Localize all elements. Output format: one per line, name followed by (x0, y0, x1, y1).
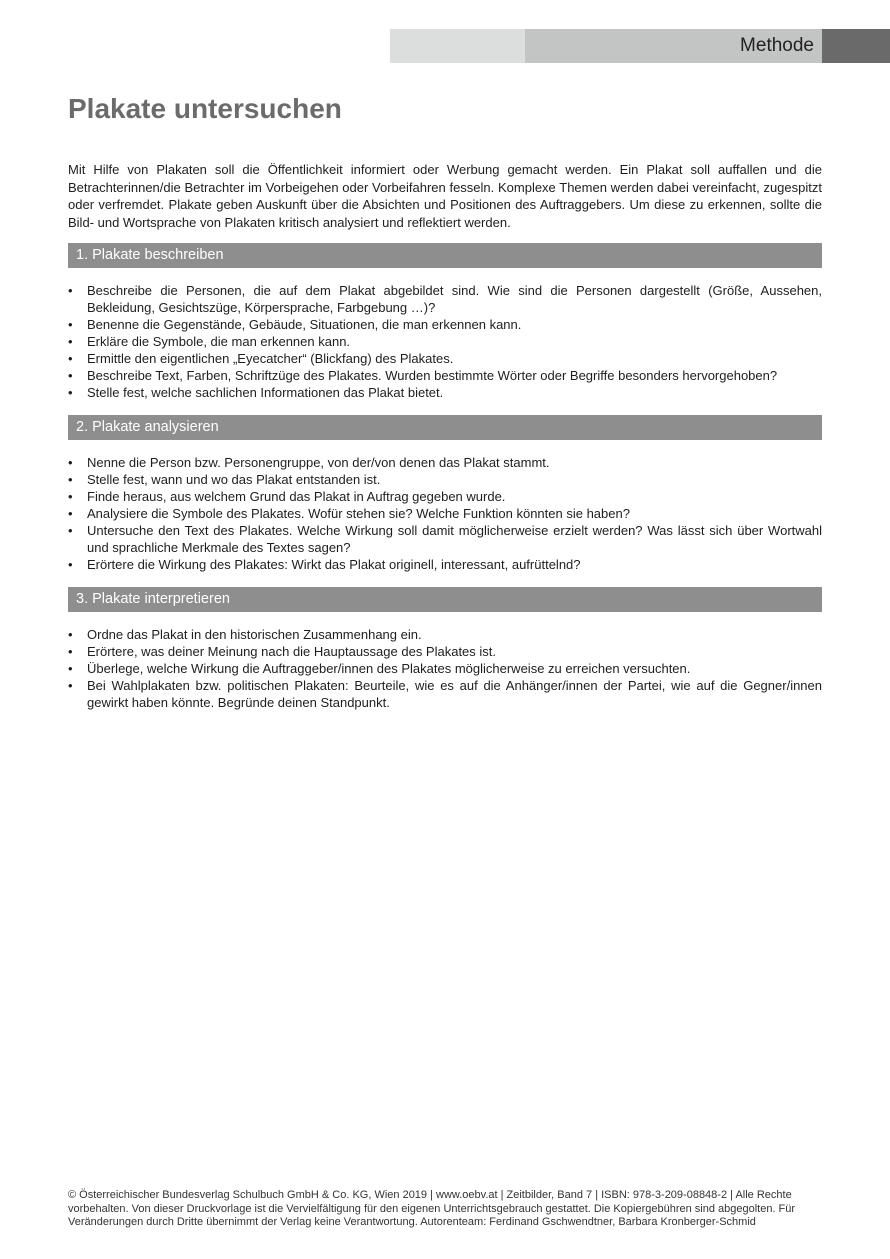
intro-paragraph: Mit Hilfe von Plakaten soll die Öffentlichkeit informiert oder Werbung gemacht werden. Ein Plakat soll auffallen und die Betrachterinnen/die Betrachter im Vorbeigehen oder Vorbeifahren fesseln. Komplexe Themen werden dabei vereinfacht, zugespitzt oder verfremdet. Plakate geben Auskunft über die Absichten und Positionen des Auftraggebers. Um diese zu erkennen, sollte die Bild- und Wortsprache von Plakaten kritisch analysiert und reflektiert werden. (68, 162, 822, 230)
list-item: • Untersuche den Text des Plakates. Welche Wirkung soll damit möglicherweise erzielt werden? Was lässt sich über Wortwahl und sprachliche Merkmale des Textes sagen? (68, 523, 822, 555)
list-item: • Benenne die Gegenstände, Gebäude, Situationen, die man erkennen kann. (68, 317, 522, 332)
list-item: • Erkläre die Symbole, die man erkennen kann. (68, 334, 351, 349)
page-title: Plakate untersuchen (68, 93, 342, 124)
header-band-dark (822, 29, 890, 63)
list-item: • Stelle fest, wann und wo das Plakat entstanden ist. (68, 472, 381, 487)
list-item: • Beschreibe Text, Farben, Schriftzüge des Plakates. Wurden bestimmte Wörter oder Begriffe besonders hervorgehoben? (68, 368, 778, 383)
section-heading-describe: 1. Plakate beschreiben (68, 243, 822, 268)
section-list-interpret (68, 626, 822, 711)
section-heading-analyze: 2. Plakate analysieren (68, 415, 822, 440)
list-item: • Nenne die Person bzw. Personengruppe, von der/von denen das Plakat stammt. (68, 455, 550, 470)
section-type-label: Methode (740, 35, 814, 56)
list-item: • Überlege, welche Wirkung die Auftraggeber/innen des Plakates möglicherweise zu erreichen versuchten. (68, 661, 691, 676)
section-list-describe (68, 282, 822, 401)
list-item: • Erörtere, was deiner Meinung nach die Hauptaussage des Plakates ist. (68, 644, 497, 659)
list-item: • Ermittle den eigentlichen „Eyecatcher“ (Blickfang) des Plakates. (68, 351, 454, 366)
list-item: • Bei Wahlplakaten bzw. politischen Plakaten: Beurteile, wie es auf die Anhänger/innen der Partei, wie auf die Gegner/innen gewirkt haben könnte. Begründe deinen Standpunkt. (68, 678, 822, 710)
section-heading-interpret: 3. Plakate interpretieren (68, 587, 822, 612)
list-item: • Ordne das Plakat in den historischen Zusammenhang ein. (68, 627, 422, 642)
section-list-analyze (68, 454, 822, 573)
copyright-footer: © Österreichischer Bundesverlag Schulbuch GmbH & Co. KG, Wien 2019 | www.oebv.at | Zeitbilder, Band 7 | ISBN: 978-3-209-08848-2 | Alle Rechte vorbehalten. Von dieser Druckvorlage ist die Vervielfältigung für den eigenen Unterrichtsgebrauch gestattet. Die Kopiergebühren sind abgegolten. Für Veränderungen durch Dritte übernimmt der Verlag keine Verantwortung. Autorenteam: Ferdinand Gschwendtner, Barbara Kronberger-Schmid (68, 1189, 796, 1228)
list-item: • Analysiere die Symbole des Plakates. Wofür stehen sie? Welche Funktion könnten sie haben? (68, 506, 630, 521)
list-item: • Stelle fest, welche sachlichen Informationen das Plakat bietet. (68, 385, 444, 400)
list-item: • Beschreibe die Personen, die auf dem Plakat abgebildet sind. Wie sind die Personen dargestellt (Größe, Aussehen, Bekleidung, Gesichtszüge, Körpersprache, Farbgebung …)? (68, 283, 822, 315)
list-item: • Erörtere die Wirkung des Plakates: Wirkt das Plakat originell, interessant, aufrüttelnd? (68, 557, 581, 572)
list-item: • Finde heraus, aus welchem Grund das Plakat in Auftrag gegeben wurde. (68, 489, 506, 504)
header-band-light (390, 29, 525, 63)
